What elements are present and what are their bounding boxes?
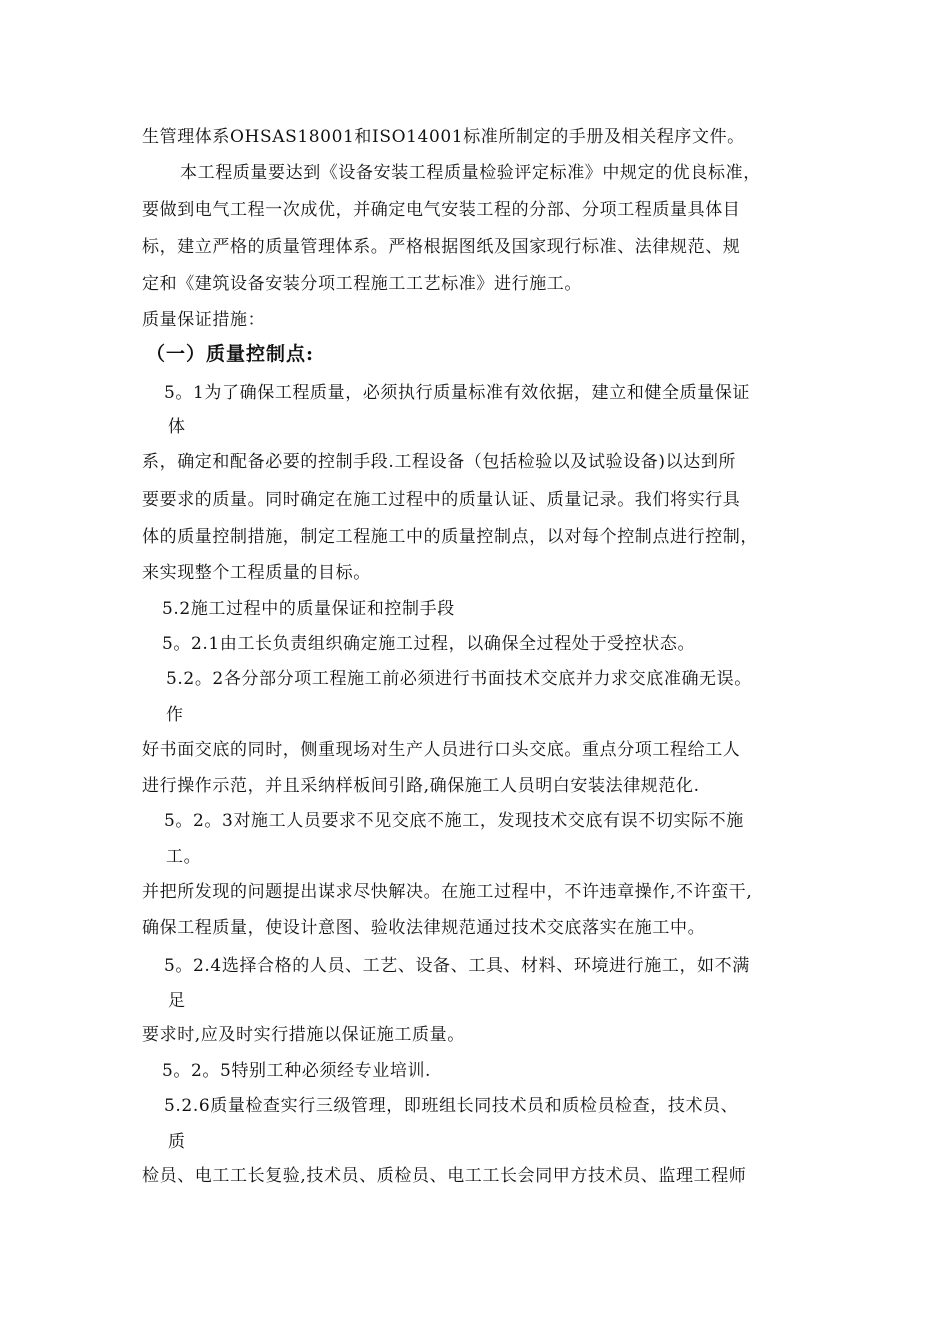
text-line: 要求时,应及时实行措施以保证施工质量。 [142,1025,465,1045]
text-line: 检员、电工工长复验,技术员、质检员、电工工长会同甲方技术员、监理工程师 [142,1166,747,1186]
text-line: 标，建立严格的质量管理体系。严格根据图纸及国家现行标准、法律规范、规 [142,237,741,257]
text-line: 定和《建筑设备安装分项工程施工工艺标准》进行施工。 [142,274,582,294]
text-line: 5.2.6质量检查实行三级管理，即班组长同技术员和质检员检查，技术员、 [164,1096,739,1116]
text-line: 本工程质量要达到《设备安装工程质量检验评定标准》中规定的优良标准， [180,163,761,183]
text-line: 质量保证措施： [142,310,266,330]
text-line: 5。2.1由工长负责组织确定施工过程，以确保全过程处于受控状态。 [162,634,696,654]
text-line: 系，确定和配备必要的控制手段.工程设备（包括检验以及试验设备)以达到所 [142,452,737,472]
text-line: 工。 [166,847,202,867]
text-line: 5。2。5特别工种必须经专业培训. [162,1061,432,1081]
text-line: 生管理体系OHSAS18001和ISO14001标准所制定的手册及相关程序文件。 [142,127,745,147]
text-line: 足 [168,991,186,1011]
text-line: 要要求的质量。同时确定在施工过程中的质量认证、质量记录。我们将实行具 [142,490,741,510]
text-line: 质 [168,1132,186,1152]
text-line: 5.2施工过程中的质量保证和控制手段 [162,599,455,619]
text-line: 体的质量控制措施，制定工程施工中的质量控制点，以对每个控制点进行控制， [142,527,758,547]
text-line: 作 [166,705,184,725]
text-line: 5。2。3对施工人员要求不见交底不施工，发现技术交底有误不切实际不施 [164,811,744,831]
text-line: 5。2.4选择合格的人员、工艺、设备、工具、材料、环境进行施工，如不满 [164,956,750,976]
text-line: 要做到电气工程一次成优，并确定电气安装工程的分部、分项工程质量具体目 [142,200,741,220]
text-line: 5.2。2各分部分项工程施工前必须进行书面技术交底并力求交底准确无误。 [166,669,752,689]
text-line: 5。1为了确保工程质量，必须执行质量标准有效依据，建立和健全质量保证 [164,383,751,403]
text-line: 并把所发现的问题提出谋求尽快解决。在施工过程中，不许违章操作,不许蛮干, [142,882,753,902]
text-line: 进行操作示范，并且采纳样板间引路,确保施工人员明白安装法律规范化. [142,776,700,796]
section-heading: （一）质量控制点: [146,343,315,365]
text-line: 确保工程质量，使设计意图、验收法律规范通过技术交底落实在施工中。 [142,918,706,938]
text-line: 来实现整个工程质量的目标。 [142,563,371,583]
text-line: 好书面交底的同时，侧重现场对生产人员进行口头交底。重点分项工程给工人 [142,740,741,760]
text-line: 体 [168,417,186,437]
